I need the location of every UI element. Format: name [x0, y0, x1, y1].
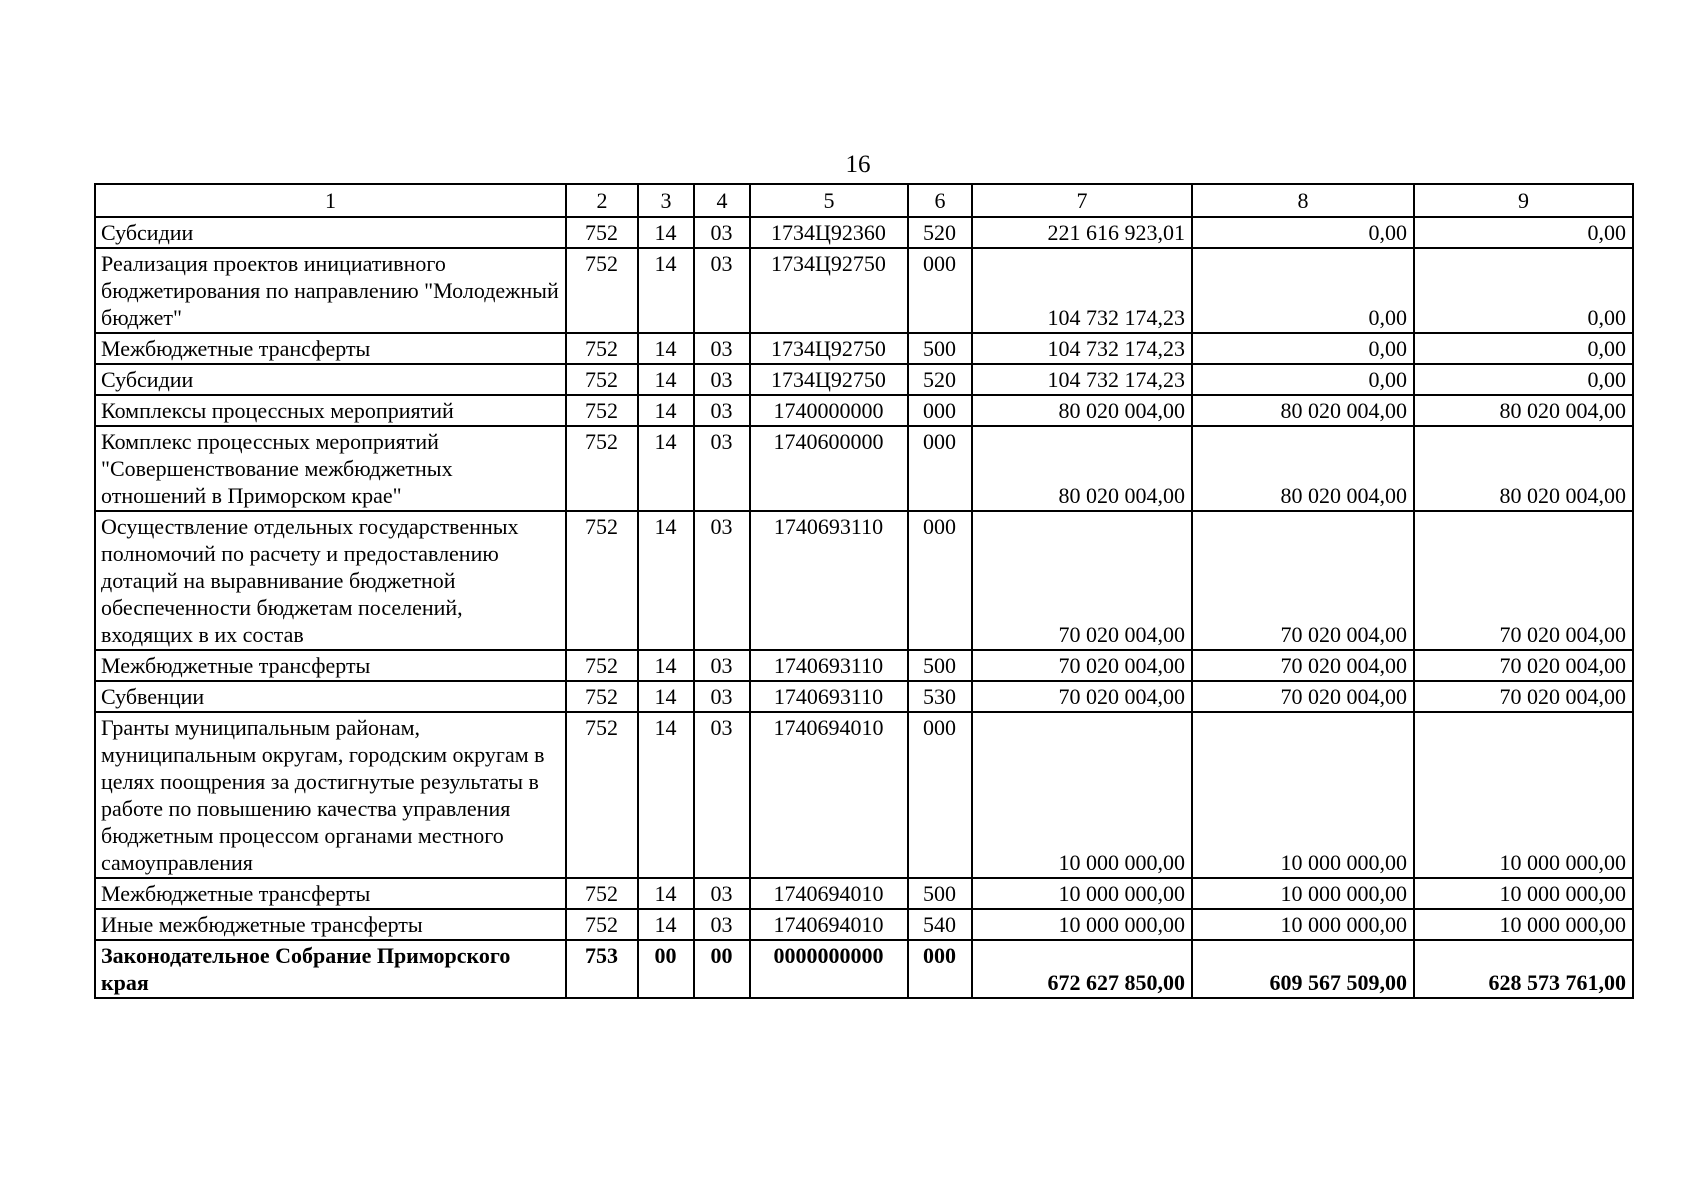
ministry-code: 752 — [566, 878, 638, 909]
row-name: Межбюджетные трансферты — [95, 333, 566, 364]
row-name: Субсидии — [95, 217, 566, 248]
section-code: 14 — [638, 364, 694, 395]
amount-col-8: 80 020 004,00 — [1192, 395, 1414, 426]
section-code: 14 — [638, 909, 694, 940]
expense-type-code: 000 — [908, 712, 972, 878]
amount-col-9: 628 573 761,00 — [1414, 940, 1633, 998]
amount-col-9: 0,00 — [1414, 248, 1633, 333]
amount-col-9: 80 020 004,00 — [1414, 426, 1633, 511]
subsection-code: 03 — [694, 650, 750, 681]
ministry-code: 752 — [566, 681, 638, 712]
budget-table — [94, 183, 1634, 999]
expense-type-code: 000 — [908, 511, 972, 650]
subsection-code: 03 — [694, 878, 750, 909]
subsection-code: 03 — [694, 364, 750, 395]
section-code: 14 — [638, 681, 694, 712]
column-header: 2 — [566, 184, 638, 217]
target-article-code: 1740693110 — [750, 681, 908, 712]
amount-col-8: 80 020 004,00 — [1192, 426, 1414, 511]
section-code: 14 — [638, 248, 694, 333]
column-header: 5 — [750, 184, 908, 217]
column-header: 7 — [972, 184, 1192, 217]
target-article-code: 1740693110 — [750, 511, 908, 650]
subsection-code: 03 — [694, 248, 750, 333]
amount-col-8: 70 020 004,00 — [1192, 681, 1414, 712]
amount-col-7: 10 000 000,00 — [972, 878, 1192, 909]
row-name: Субвенции — [95, 681, 566, 712]
expense-type-code: 000 — [908, 248, 972, 333]
row-name: Реализация проектов инициативного бюджетирования по направлению "Молодежный бюджет" — [95, 248, 566, 333]
amount-col-7: 70 020 004,00 — [972, 650, 1192, 681]
ministry-code: 752 — [566, 217, 638, 248]
section-code: 14 — [638, 511, 694, 650]
expense-type-code: 520 — [908, 217, 972, 248]
amount-col-8: 10 000 000,00 — [1192, 909, 1414, 940]
row-name: Гранты муниципальным районам, муниципальным округам, городским округам в целях поощрения за достигнутые результаты в работе по повышению качества управления бюджетным процессом органами местного самоуправления — [95, 712, 566, 878]
amount-col-7: 221 616 923,01 — [972, 217, 1192, 248]
section-code: 14 — [638, 650, 694, 681]
amount-col-7: 70 020 004,00 — [972, 511, 1192, 650]
subsection-code: 03 — [694, 333, 750, 364]
target-article-code: 1740694010 — [750, 712, 908, 878]
amount-col-9: 10 000 000,00 — [1414, 878, 1633, 909]
ministry-code: 752 — [566, 650, 638, 681]
table-row — [95, 878, 1633, 909]
target-article-code: 1740694010 — [750, 909, 908, 940]
column-header: 9 — [1414, 184, 1633, 217]
column-header: 6 — [908, 184, 972, 217]
subsection-code: 03 — [694, 395, 750, 426]
amount-col-8: 0,00 — [1192, 248, 1414, 333]
amount-col-7: 10 000 000,00 — [972, 712, 1192, 878]
section-code: 00 — [638, 940, 694, 998]
amount-col-7: 80 020 004,00 — [972, 395, 1192, 426]
amount-col-9: 70 020 004,00 — [1414, 511, 1633, 650]
amount-col-9: 10 000 000,00 — [1414, 712, 1633, 878]
amount-col-9: 80 020 004,00 — [1414, 395, 1633, 426]
amount-col-9: 0,00 — [1414, 333, 1633, 364]
amount-col-7: 70 020 004,00 — [972, 681, 1192, 712]
table-row — [95, 217, 1633, 248]
expense-type-code: 520 — [908, 364, 972, 395]
row-name: Законодательное Собрание Приморского края — [95, 940, 566, 998]
table-row — [95, 681, 1633, 712]
row-name: Комплексы процессных мероприятий — [95, 395, 566, 426]
expense-type-code: 540 — [908, 909, 972, 940]
expense-type-code: 000 — [908, 940, 972, 998]
amount-col-8: 0,00 — [1192, 364, 1414, 395]
table-row — [95, 248, 1633, 333]
section-code: 14 — [638, 878, 694, 909]
target-article-code: 1740693110 — [750, 650, 908, 681]
table-row — [95, 511, 1633, 650]
target-article-code: 1740694010 — [750, 878, 908, 909]
target-article-code: 0000000000 — [750, 940, 908, 998]
target-article-code: 1734Ц92750 — [750, 248, 908, 333]
ministry-code: 752 — [566, 511, 638, 650]
expense-type-code: 500 — [908, 878, 972, 909]
row-name: Межбюджетные трансферты — [95, 878, 566, 909]
target-article-code: 1740000000 — [750, 395, 908, 426]
expense-type-code: 500 — [908, 650, 972, 681]
column-header: 3 — [638, 184, 694, 217]
amount-col-7: 104 732 174,23 — [972, 333, 1192, 364]
section-code: 14 — [638, 426, 694, 511]
section-code: 14 — [638, 333, 694, 364]
table-row — [95, 395, 1633, 426]
ministry-code: 753 — [566, 940, 638, 998]
amount-col-9: 10 000 000,00 — [1414, 909, 1633, 940]
row-name: Иные межбюджетные трансферты — [95, 909, 566, 940]
subsection-code: 03 — [694, 511, 750, 650]
amount-col-8: 10 000 000,00 — [1192, 712, 1414, 878]
table-row — [95, 650, 1633, 681]
column-header: 4 — [694, 184, 750, 217]
amount-col-8: 70 020 004,00 — [1192, 511, 1414, 650]
page-number: 16 — [845, 151, 871, 178]
column-header: 1 — [95, 184, 566, 217]
subsection-code: 03 — [694, 909, 750, 940]
subsection-code: 03 — [694, 681, 750, 712]
amount-col-8: 609 567 509,00 — [1192, 940, 1414, 998]
column-header: 8 — [1192, 184, 1414, 217]
amount-col-7: 672 627 850,00 — [972, 940, 1192, 998]
amount-col-8: 0,00 — [1192, 217, 1414, 248]
expense-type-code: 000 — [908, 426, 972, 511]
section-code: 14 — [638, 217, 694, 248]
section-code: 14 — [638, 395, 694, 426]
row-name: Субсидии — [95, 364, 566, 395]
expense-type-code: 000 — [908, 395, 972, 426]
ministry-code: 752 — [566, 395, 638, 426]
table-row — [95, 333, 1633, 364]
table-row — [95, 909, 1633, 940]
target-article-code: 1740600000 — [750, 426, 908, 511]
ministry-code: 752 — [566, 426, 638, 511]
amount-col-7: 10 000 000,00 — [972, 909, 1192, 940]
subsection-code: 03 — [694, 217, 750, 248]
amount-col-8: 0,00 — [1192, 333, 1414, 364]
amount-col-7: 80 020 004,00 — [972, 426, 1192, 511]
amount-col-9: 70 020 004,00 — [1414, 650, 1633, 681]
table-row — [95, 364, 1633, 395]
subsection-code: 00 — [694, 940, 750, 998]
target-article-code: 1734Ц92750 — [750, 364, 908, 395]
ministry-code: 752 — [566, 364, 638, 395]
row-name: Комплекс процессных мероприятий "Совершенствование межбюджетных отношений в Приморском крае" — [95, 426, 566, 511]
ministry-code: 752 — [566, 248, 638, 333]
target-article-code: 1734Ц92360 — [750, 217, 908, 248]
table-row — [95, 426, 1633, 511]
amount-col-8: 10 000 000,00 — [1192, 878, 1414, 909]
amount-col-9: 70 020 004,00 — [1414, 681, 1633, 712]
table-row — [95, 712, 1633, 878]
ministry-code: 752 — [566, 333, 638, 364]
subsection-code: 03 — [694, 426, 750, 511]
amount-col-9: 0,00 — [1414, 364, 1633, 395]
table-header-row — [95, 184, 1633, 217]
amount-col-7: 104 732 174,23 — [972, 248, 1192, 333]
row-name: Межбюджетные трансферты — [95, 650, 566, 681]
amount-col-9: 0,00 — [1414, 217, 1633, 248]
expense-type-code: 500 — [908, 333, 972, 364]
amount-col-8: 70 020 004,00 — [1192, 650, 1414, 681]
ministry-code: 752 — [566, 909, 638, 940]
expense-type-code: 530 — [908, 681, 972, 712]
section-code: 14 — [638, 712, 694, 878]
ministry-code: 752 — [566, 712, 638, 878]
target-article-code: 1734Ц92750 — [750, 333, 908, 364]
subsection-code: 03 — [694, 712, 750, 878]
amount-col-7: 104 732 174,23 — [972, 364, 1192, 395]
row-name: Осуществление отдельных государственных полномочий по расчету и предоставлению дотаций на выравнивание бюджетной обеспеченности бюджетам поселений, входящих в их состав — [95, 511, 566, 650]
table-row-total — [95, 940, 1633, 998]
